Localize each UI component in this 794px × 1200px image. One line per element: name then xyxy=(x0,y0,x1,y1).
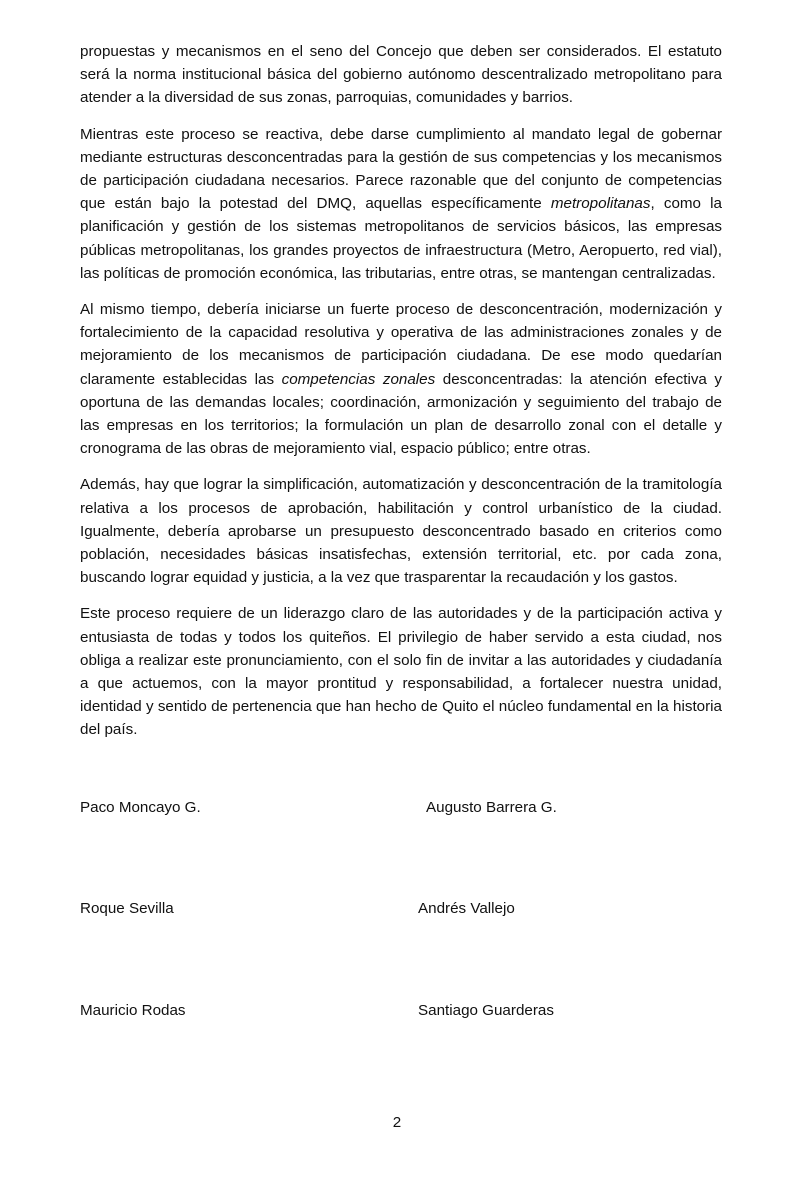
signatory-name: Paco Moncayo G. xyxy=(80,799,201,816)
paragraph-5 xyxy=(80,602,722,741)
signatory-name: Roque Sevilla xyxy=(80,900,174,917)
text-segment: Mientras este proceso se reactiva, debe darse cumplimiento al mandato legal de gobernar mediante estructuras desconcentradas para la gestión de sus competencias y los mecanismos de participación ciudadana necesarios. Parece razonable que del conjunto de competencias que están bajo la potestad del DMQ, aquellas específicamente xyxy=(80,125,722,213)
text-segment: Al mismo tiempo, debería iniciarse un fuerte proceso de desconcentración, modernización y fortalecimiento de la capacidad resolutiva y operativa de las administraciones zonales y de mejoramiento de los mecanismos de participación ciudadana. De ese modo quedarían claramente establecidas las xyxy=(80,301,722,388)
text-segment: , como la planificación y gestión de los sistemas metropolitanos de servicios básicos, las empresas públicas metropolitanas, los grandes proyectos de infraestructura (Metro, Aeropuerto, red vial), las políticas de promoción económica, las tributarias, entre otras, se mantengan centralizadas. xyxy=(80,195,722,282)
body-text xyxy=(80,40,722,755)
italic-term-competencias-zonales: competencias zonales xyxy=(281,370,436,388)
signatory-name: Andrés Vallejo xyxy=(418,900,515,917)
text-segment: Además, hay que lograr la simplificación, automatización y desconcentración de la tramitología relativa a los procesos de aprobación, habilitación y control urbanístico de la ciudad. Igualmente, debería aprobarse un presupuesto desconcentrado basado en criterios como población, necesidades básicas insatisfechas, extensión territorial, etc. por cada zona, buscando lograr equidad y justicia, a la vez que trasparentar la recaudación y los gastos. xyxy=(80,476,722,587)
signatory-name: Augusto Barrera G. xyxy=(426,799,557,816)
paragraph-1 xyxy=(80,40,722,110)
page-number: 2 xyxy=(392,1114,402,1131)
text-segment: desconcentradas: la atención efectiva y oportuna de las demandas locales; coordinación, armonización y seguimiento del trabajo de las empresas en los territorios; la formulación un plan de desarrollo zonal con el detalle y cronograma de las obras de mejoramiento vial, espacio público; entre otras. xyxy=(80,370,722,458)
paragraph-2 xyxy=(80,123,722,285)
text-segment: Este proceso requiere de un liderazgo claro de las autoridades y de la participación activa y entusiasta de todas y todos los quiteños. El privilegio de haber servido a esta ciudad, nos obliga a realizar este pronunciamiento, con el solo fin de invitar a las autoridades y ciudadanía a que actuemos, con la mayor prontitud y responsabilidad, a fortalecer nuestra unidad, identidad y sentido de pertenencia que han hecho de Quito el núcleo fundamental en la historia del país. xyxy=(80,605,722,739)
paragraph-3 xyxy=(80,298,722,460)
signatory-name: Santiago Guarderas xyxy=(418,1002,554,1019)
italic-term-metropolitanas: metropolitanas xyxy=(550,195,651,213)
signatory-name: Mauricio Rodas xyxy=(80,1002,186,1019)
paragraph-4 xyxy=(80,473,722,589)
text-segment: propuestas y mecanismos en el seno del Concejo que deben ser considerados. El estatuto será la norma institucional básica del gobierno autónomo descentralizado metropolitano para atender a la diversidad de sus zonas, parroquias, comunidades y barrios. xyxy=(80,43,722,107)
